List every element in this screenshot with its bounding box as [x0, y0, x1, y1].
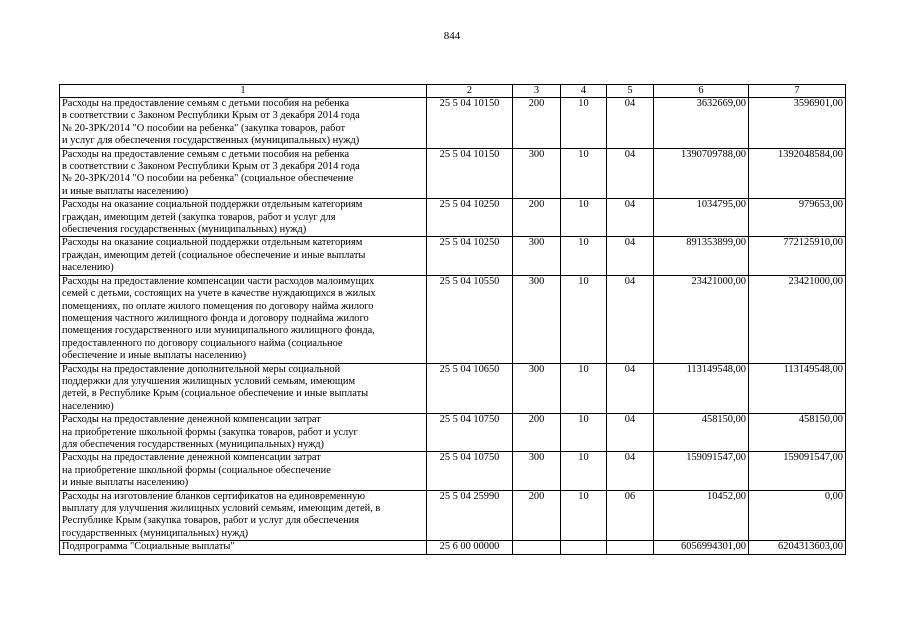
expense-description — [60, 199, 427, 237]
amount-year-1: 458150,00 — [654, 414, 749, 452]
expense-type-code: 200 — [513, 199, 561, 237]
target-article-code: 25 5 04 10250 — [427, 237, 513, 275]
expense-type-code: 300 — [513, 363, 561, 414]
amount-year-1: 113149548,00 — [654, 363, 749, 414]
section-code: 10 — [561, 98, 607, 149]
expense-type-code — [513, 541, 561, 554]
section-code: 10 — [561, 363, 607, 414]
description-line: помещения государственного или муниципального жилищного фонда, — [62, 325, 375, 337]
amount-year-1: 10452,00 — [654, 490, 749, 541]
amount-year-1: 159091547,00 — [654, 452, 749, 490]
description-line: в соответствии с Законом Республики Крым от 3 декабря 2014 года — [62, 161, 360, 173]
expense-type-code: 200 — [513, 98, 561, 149]
table-row — [60, 275, 846, 363]
description-line: помещениях, по оплате жилого помещения по договору найма жилого — [62, 300, 374, 312]
column-header: 3 — [513, 85, 561, 98]
amount-year-2: 458150,00 — [749, 414, 846, 452]
description-line: и иные выплаты населению) — [62, 185, 189, 197]
subsection-code: 06 — [607, 490, 654, 541]
page-number: 844 — [443, 30, 461, 42]
subsection-code: 04 — [607, 452, 654, 490]
description-line: и услуг для обеспечения государственных (муниципальных) нужд) — [62, 135, 360, 147]
description-line: Расходы на предоставление семьям с детьми пособия на ребенка — [62, 98, 350, 109]
table-body — [60, 98, 846, 555]
amount-year-1: 1034795,00 — [654, 199, 749, 237]
expense-description — [60, 275, 427, 363]
subsection-code: 04 — [607, 98, 654, 149]
section-code: 10 — [561, 148, 607, 199]
subsection-code — [607, 541, 654, 554]
description-line: на приобретение школьной формы (закупка товаров, работ и услуг — [62, 426, 358, 438]
expense-type-code: 200 — [513, 490, 561, 541]
expense-description — [60, 237, 427, 275]
description-line: выплату для улучшения жилищных условий семьям, имеющим детей, в — [62, 503, 381, 514]
table-row — [60, 98, 846, 149]
description-line: детей, в Республике Крым (социальное обеспечение и иные выплаты — [62, 388, 369, 400]
description-line: Расходы на предоставление денежной компенсации затрат — [62, 452, 321, 464]
target-article-code: 25 5 04 10750 — [427, 452, 513, 490]
table-row — [60, 363, 846, 414]
expense-type-code: 200 — [513, 414, 561, 452]
description-line: населению) — [62, 262, 114, 274]
amount-year-2: 1392048584,00 — [749, 148, 846, 199]
amount-year-2: 772125910,00 — [749, 237, 846, 275]
section-code: 10 — [561, 452, 607, 490]
table-row — [60, 541, 846, 554]
subsection-code: 04 — [607, 237, 654, 275]
target-article-code: 25 5 04 10250 — [427, 199, 513, 237]
amount-year-2: 159091547,00 — [749, 452, 846, 490]
description-line: обеспечение и иные выплаты населению) — [62, 350, 247, 362]
description-line: граждан, имеющим детей (закупка товаров, работ и услуг для — [62, 211, 336, 223]
subsection-code: 04 — [607, 199, 654, 237]
subsection-code: 04 — [607, 414, 654, 452]
amount-year-1: 3632669,00 — [654, 98, 749, 149]
description-line: граждан, имеющим детей (социальное обеспечение и иные выплаты — [62, 249, 366, 261]
section-code — [561, 541, 607, 554]
column-header: 4 — [561, 85, 607, 98]
description-line: Расходы на оказание социальной поддержки отдельным категориям — [62, 199, 363, 211]
expense-description — [60, 452, 427, 490]
expense-description — [60, 414, 427, 452]
table-row — [60, 199, 846, 237]
description-line: № 20-ЗРК/2014 "О пособии на ребенка" (закупка товаров, работ — [62, 122, 346, 134]
amount-year-2: 113149548,00 — [749, 363, 846, 414]
column-header: 7 — [749, 85, 846, 98]
description-line: государственных (муниципальных) нужд) — [62, 527, 249, 539]
description-line: для обеспечения государственных (муниципальных) нужд) — [62, 438, 324, 450]
amount-year-1: 1390709788,00 — [654, 148, 749, 199]
description-line: семей с детьми, состоящих на учете в качестве нуждающихся в жилых — [62, 288, 376, 300]
target-article-code: 25 5 04 10650 — [427, 363, 513, 414]
section-code: 10 — [561, 414, 607, 452]
header-row — [60, 85, 846, 98]
table-row — [60, 452, 846, 490]
table-row — [60, 148, 846, 199]
description-line: поддержки для улучшения жилищных условий семьям, имеющим — [62, 375, 356, 387]
amount-year-2: 0,00 — [749, 490, 846, 541]
description-line: на приобретение школьной формы (социальное обеспечение — [62, 464, 331, 476]
column-header: 5 — [607, 85, 654, 98]
description-line: Расходы на предоставление дополнительной меры социальной — [62, 363, 341, 375]
description-line: населению) — [62, 400, 114, 412]
section-code: 10 — [561, 237, 607, 275]
expense-type-code: 300 — [513, 148, 561, 199]
target-article-code: 25 5 04 10150 — [427, 148, 513, 199]
section-code: 10 — [561, 275, 607, 363]
expense-description — [60, 363, 427, 414]
column-header: 6 — [654, 85, 749, 98]
expense-type-code: 300 — [513, 275, 561, 363]
amount-year-2: 23421000,00 — [749, 275, 846, 363]
description-line: Расходы на предоставление денежной компенсации затрат — [62, 414, 321, 426]
amount-year-2: 979653,00 — [749, 199, 846, 237]
subsection-code: 04 — [607, 363, 654, 414]
target-article-code: 25 5 04 25990 — [427, 490, 513, 541]
description-line: Расходы на изготовление бланков сертификатов на единовременную — [62, 490, 365, 502]
amount-year-1: 891353899,00 — [654, 237, 749, 275]
expense-type-code: 300 — [513, 452, 561, 490]
expense-description — [60, 98, 427, 149]
amount-year-1: 6056994301,00 — [654, 541, 749, 554]
description-line: и иные выплаты населению) — [62, 477, 189, 489]
description-line: в соответствии с Законом Республики Крым от 3 декабря 2014 года — [62, 110, 360, 122]
target-article-code: 25 6 00 00000 — [427, 541, 513, 554]
table-row — [60, 490, 846, 541]
subsection-code: 04 — [607, 148, 654, 199]
description-line: Расходы на оказание социальной поддержки отдельным категориям — [62, 237, 363, 249]
description-line: Расходы на предоставление семьям с детьми пособия на ребенка — [62, 148, 350, 160]
description-line: Расходы на предоставление компенсации части расходов малоимущих — [62, 275, 375, 287]
amount-year-2: 3596901,00 — [749, 98, 846, 149]
description-line: Республике Крым (закупка товаров, работ и услуг для обеспечения — [62, 515, 360, 527]
amount-year-2: 6204313603,00 — [749, 541, 846, 554]
column-header: 2 — [427, 85, 513, 98]
expense-type-code: 300 — [513, 237, 561, 275]
subsection-code: 04 — [607, 275, 654, 363]
amount-year-1: 23421000,00 — [654, 275, 749, 363]
description-line: предоставленного по договору социального найма (социальное — [62, 337, 343, 349]
expense-description — [60, 541, 427, 554]
description-line: помещения частного жилищного фонда и договору поднайма жилого — [62, 312, 369, 324]
description-line: обеспечения государственных (муниципальных) нужд) — [62, 224, 307, 236]
description-line: № 20-ЗРК/2014 "О пособии на ребенка" (социальное обеспечение — [62, 173, 354, 185]
target-article-code: 25 5 04 10550 — [427, 275, 513, 363]
description-line: Подпрограмма "Социальные выплаты" — [62, 541, 235, 553]
expense-description — [60, 490, 427, 541]
target-article-code: 25 5 04 10750 — [427, 414, 513, 452]
section-code: 10 — [561, 199, 607, 237]
table-row — [60, 414, 846, 452]
budget-table — [59, 84, 846, 555]
column-header: 1 — [60, 85, 427, 98]
target-article-code: 25 5 04 10150 — [427, 98, 513, 149]
table-row — [60, 237, 846, 275]
expense-description — [60, 148, 427, 199]
section-code: 10 — [561, 490, 607, 541]
